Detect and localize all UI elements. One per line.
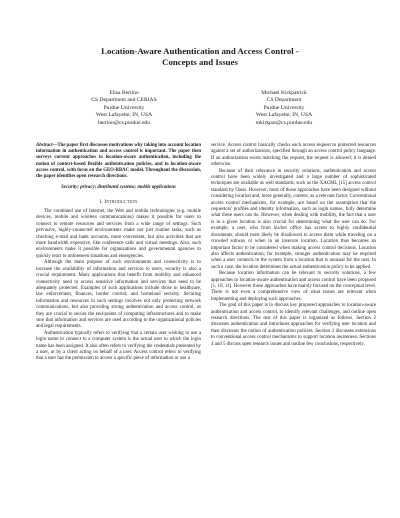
paragraph: The combined use of Internet, the Web and mobile technologies (e.g. mobile devices, mobile and wireless communications) makes it possible for users to connect to remote resources and services from a wide range of settings. Such pervasive, highly-connected environments make not just routine tasks, such as checking e-mail and bank accounts, more convenient, but also activities that are more bandwidth expensive, like conference calls and virtual meetings. Also, such environments make it possible for organizations and governmental agencies to quickly react to unforeseen situations and emergencies. <box>36 209 201 259</box>
paragraph: Because of their relevance in security solutions, authentication and access control have been widely investigated and a large number of sophisticated techniques are available as well standards, such as the XACML [15] access control standard by Oasis. However, most of those approaches have been designed without considering location and, more generally, context, as a relevant factor. Conventional access control mechanisms, for example, are based on the assumption that the requestors' profiles and identity information, such as login names, fully determine what these users can do. However, when dealing with mobility, the fact that a user is in a given location is also crucial for determining what the user can do. For example, a user, who from his/her office has access to highly confidential documents, should most likely be disallowed to access them while traveling on a crowded subway or when in an insecure location. Location thus becomes an important factor to be considered when making access control decisions. Location also affects authentication; for example, stronger authentication may be required when a user connects to the system from a location that is unusual for the user. In such a case, the location determines the actual authentication policy to be applied. <box>211 168 376 270</box>
author-city: West Lafayette, IN, USA <box>255 112 313 119</box>
left-column <box>36 143 201 363</box>
abstract <box>36 143 201 180</box>
author-department: CS Department and CERIAS <box>91 97 157 104</box>
keywords: Security; privacy; distributed systems; mobile applications <box>61 185 176 191</box>
author-email: mkirkpat@cs.purdue.edu <box>255 119 313 126</box>
abstract-label: Abstract <box>36 143 53 148</box>
abstract-text: —The paper first discusses motivations why taking into account location information in authentication and access control is important. The paper then surveys current approaches to location-aware authentication, including the notion of context-based flexible authentication policies, and to location-aware access control, with focus on the GEO-RBAC model. Throughout the discussion, the paper identifies open research directions. <box>36 143 201 180</box>
author-name: Michael Kirkpatrick <box>261 90 307 96</box>
author-1 <box>54 90 194 127</box>
author-name: Elisa Bertino <box>109 90 139 96</box>
author-email: bertino@cs.purdue.edu <box>97 119 151 126</box>
paragraph: Authentication typically refers to verifying that a certain user wishing to use a login name to connect to a computer system is the actual user to which the login name has been assigned. It also often refers to verifying the credentials presented by a user, or by a client acting on behalf of a user. Access control refers to verifying that a user has the permission to access a specific piece of information or use a <box>36 330 201 362</box>
author-block <box>54 90 354 138</box>
author-department: CS Department <box>266 97 302 104</box>
author-university: Purdue University <box>263 104 305 111</box>
author-city: West Lafayette, IN, USA <box>95 112 153 119</box>
paragraph: Because location information can be relevant to security solutions, a few approaches to location-aware authentication and access control have been proposed [1, 10, 11]. However those approaches have mainly focused on the conceptual level. There is not even a comprehensive view of what issues are relevant when implementing and deploying such approaches. <box>211 271 376 302</box>
title-line-1: Location-Aware Authentication and Access Control - <box>101 46 299 56</box>
section-heading-introduction: I. Introduction <box>99 199 138 205</box>
right-column <box>211 143 376 348</box>
author-2 <box>214 90 354 127</box>
paragraph: Although the main purpose of such environments and connectivity is to increase the availability of information and services to users, security is also a crucial requirement. Many applications that benefit from mobility and enhanced connectivity need to access sensitive information and services that need to be adequately protected. Examples of such applications include those in healthcare, law enforcement, finances, border control, and homeland security. Securing information and resources in such settings involves not only protecting network communications, but also providing strong authentication and access control, as they are crucial to secure the end-points of computing infrastructures and to make sure that information and services are used according to the organizational policies and legal requirements. <box>36 260 201 330</box>
paragraph: service. Access control basically checks each access request to protected resources against a set of authorizations, specified through an access control policy language. If an authorization exists matching the request, the request is allowed; it is denied otherwise. <box>211 143 376 168</box>
title-line-2: Concepts and Issues <box>162 56 238 67</box>
paper-title <box>0 46 400 67</box>
paragraph: The goal of this paper is to discuss key proposed approaches to location-aware authentication and access control, to identify relevant challenges, and outline open research directions. The rest of this paper is organized as follows. Section 2 discusses authentication and introduces approaches for verifying user location and then discusses the notion of authentication policies. Section 3 discusses extensions to conventional access control mechanisms to support location awareness. Sections 4 and 5 discuss open research issues and outline few conclusions, respectively. <box>211 303 376 347</box>
author-university: Purdue University <box>103 104 145 111</box>
